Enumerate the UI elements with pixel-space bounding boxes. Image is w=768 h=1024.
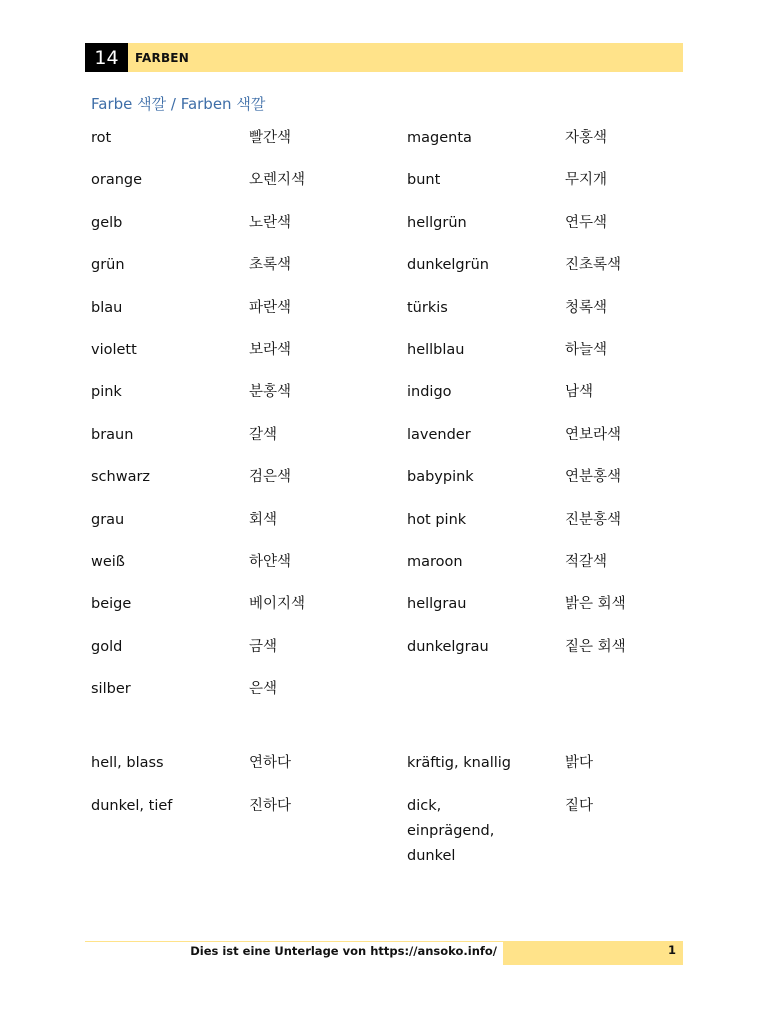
- page-number: 1: [503, 941, 683, 965]
- german-word: dunkelgrün: [407, 257, 489, 274]
- table-row: [91, 249, 691, 291]
- korean-word: 연두색: [565, 214, 608, 231]
- korean-word: 베이지색: [249, 596, 306, 613]
- korean-word: 은색: [249, 681, 278, 698]
- german-word: rot: [91, 130, 112, 146]
- korean-word: 보라색: [249, 341, 292, 358]
- korean-word: 회색: [249, 511, 278, 528]
- table-row: [91, 546, 691, 588]
- german-word: lavender: [407, 426, 471, 443]
- german-word: weiß: [91, 553, 125, 570]
- korean-word: 자홍색: [565, 130, 608, 146]
- korean-word: 밝은 회색: [565, 596, 626, 613]
- korean-word: 검은색: [249, 469, 292, 486]
- table-row: [91, 334, 691, 376]
- german-word: beige: [91, 596, 132, 613]
- german-word: gelb: [91, 214, 123, 231]
- korean-word: 남색: [565, 384, 594, 401]
- korean-word: 진하다: [249, 797, 292, 814]
- korean-word: 무지개: [565, 172, 608, 189]
- table-row: [91, 504, 691, 546]
- german-word: blau: [91, 299, 123, 316]
- table-row: [91, 164, 691, 206]
- table-row: [91, 419, 691, 461]
- footer-source: Dies ist eine Unterlage von https://ansoko.info/: [190, 944, 497, 958]
- korean-word: 진분홍색: [565, 511, 622, 528]
- korean-word: 청록색: [565, 299, 608, 316]
- german-word: hot pink: [407, 511, 467, 528]
- table-row: [91, 122, 691, 164]
- section-title: Farbe 색깔 / Farben 색깔: [91, 95, 266, 113]
- korean-word: 하얀색: [249, 553, 292, 570]
- korean-word: 분홍색: [249, 384, 292, 401]
- german-word: hellgrün: [407, 214, 467, 231]
- german-word: orange: [91, 172, 143, 189]
- german-word: magenta: [407, 130, 472, 146]
- table-row: [91, 588, 691, 630]
- german-word: schwarz: [91, 469, 151, 486]
- table-row: [91, 292, 691, 334]
- korean-word: 밝다: [565, 755, 594, 772]
- table-row: [91, 631, 691, 673]
- korean-word: 연분홍색: [565, 469, 622, 486]
- korean-word: 초록색: [249, 257, 292, 274]
- chapter-number: 14: [85, 43, 128, 72]
- german-word: hellgrau: [407, 596, 467, 613]
- korean-word: 노란색: [249, 214, 292, 231]
- korean-word: 짙은 회색: [565, 638, 626, 655]
- german-word: gold: [91, 638, 123, 655]
- korean-word: 연하다: [249, 755, 292, 772]
- german-word: grau: [91, 511, 125, 528]
- row-spacer: [91, 715, 691, 747]
- table-row: [91, 747, 691, 789]
- korean-word: 연보라색: [565, 426, 622, 443]
- german-word: babypink: [407, 469, 474, 486]
- korean-word: 진초록색: [565, 257, 622, 274]
- german-word: grün: [91, 257, 125, 274]
- german-word: dick, einprägend, dunkel: [407, 797, 495, 864]
- vocab-table: [91, 122, 691, 864]
- german-word: braun: [91, 426, 134, 443]
- german-word: dunkelgrau: [407, 638, 489, 655]
- german-word: türkis: [407, 299, 448, 316]
- korean-word: 오렌지색: [249, 172, 306, 189]
- table-row: [91, 673, 691, 715]
- korean-word: 빨간색: [249, 130, 292, 146]
- korean-word: 파란색: [249, 299, 292, 316]
- german-word: dunkel, tief: [91, 797, 173, 814]
- table-row: [91, 207, 691, 249]
- table-row: [91, 376, 691, 418]
- german-word: indigo: [407, 384, 452, 401]
- korean-word: 금색: [249, 638, 278, 655]
- chapter-header: [85, 43, 683, 72]
- german-word: hellblau: [407, 341, 465, 358]
- korean-word: 적갈색: [565, 553, 608, 570]
- korean-word: 하늘색: [565, 341, 608, 358]
- german-word: bunt: [407, 172, 441, 189]
- chapter-title: FARBEN: [135, 50, 189, 65]
- german-word: maroon: [407, 553, 463, 570]
- german-word: hell, blass: [91, 755, 164, 772]
- korean-word: 갈색: [249, 426, 278, 443]
- german-word: kräftig, knallig: [407, 755, 511, 772]
- german-word: silber: [91, 681, 131, 698]
- german-word: violett: [91, 341, 137, 358]
- table-row: [91, 461, 691, 503]
- german-word: pink: [91, 384, 122, 401]
- table-row: [91, 790, 691, 864]
- korean-word: 짙다: [565, 797, 594, 814]
